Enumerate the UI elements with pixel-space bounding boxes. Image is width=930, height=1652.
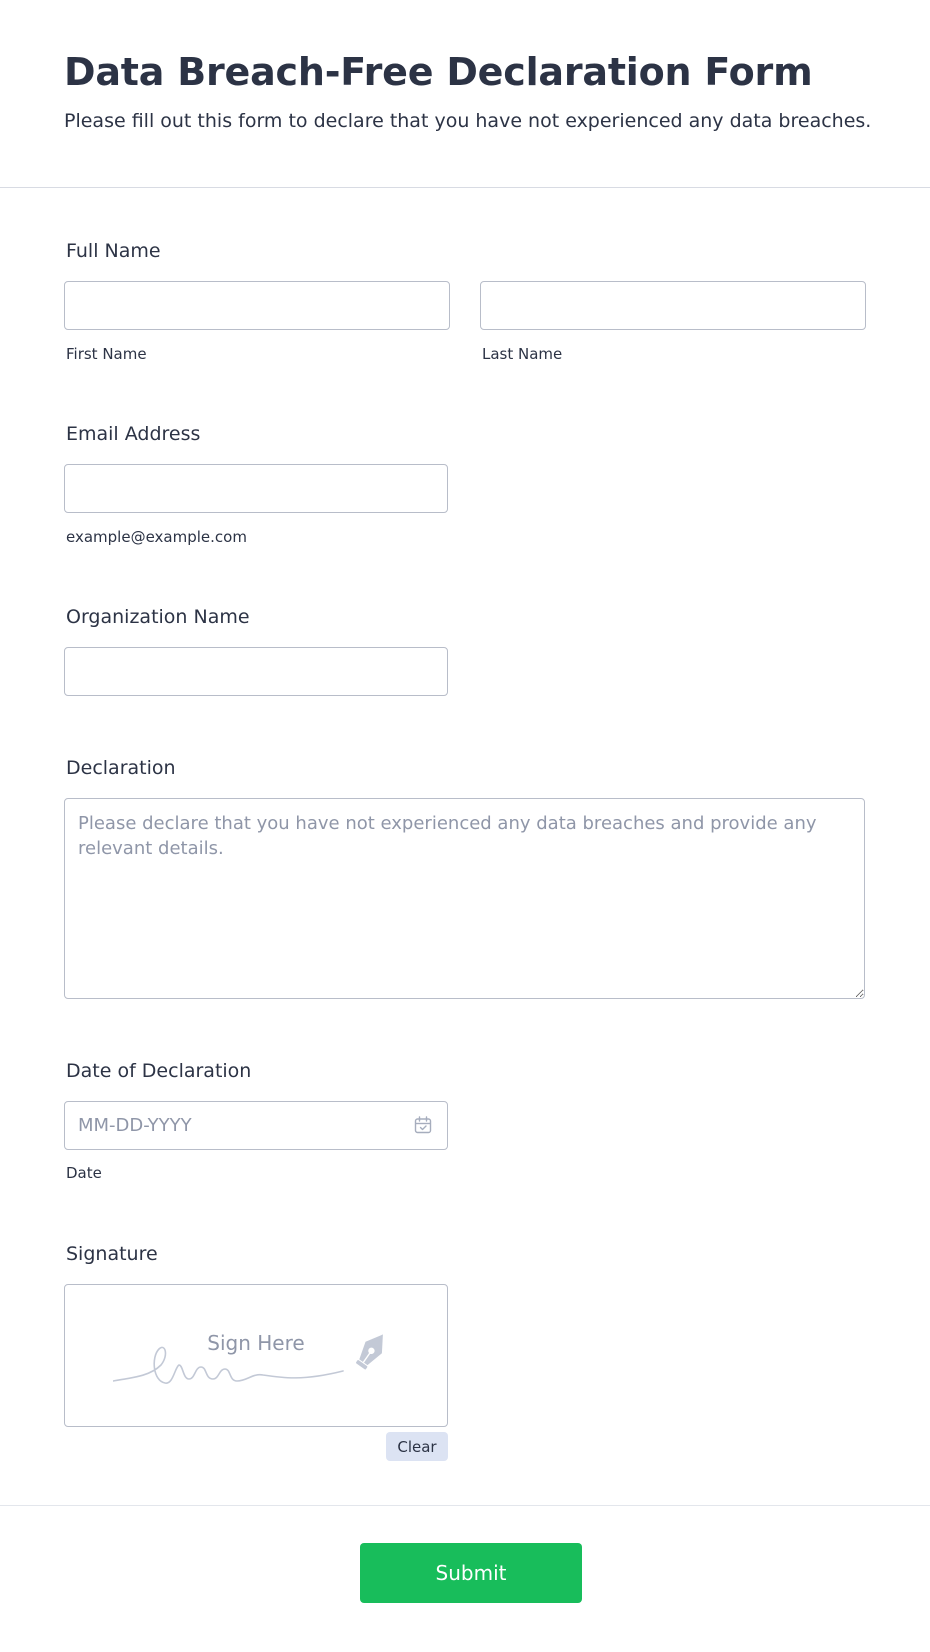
footer-divider [0,1505,930,1506]
signature-label: Signature [66,1243,158,1265]
organization-label: Organization Name [66,606,250,628]
full-name-label: Full Name [66,240,161,262]
declaration-label: Declaration [66,757,176,779]
form-subtitle: Please fill out this form to declare that you have not experienced any data breaches. [64,110,872,132]
email-sublabel: example@example.com [66,528,247,546]
first-name-input[interactable] [64,281,450,330]
form-header [0,0,930,188]
last-name-sublabel: Last Name [482,345,563,363]
sign-here-text: Sign Here [207,1331,305,1355]
email-label: Email Address [66,423,201,445]
date-input[interactable] [64,1101,448,1150]
date-label: Date of Declaration [66,1060,252,1082]
date-sublabel: Date [66,1164,102,1182]
email-input[interactable] [64,464,448,513]
declaration-textarea[interactable] [64,798,865,999]
organization-input[interactable] [64,647,448,696]
last-name-input[interactable] [480,281,866,330]
first-name-sublabel: First Name [66,345,147,363]
submit-button[interactable]: Submit [360,1543,582,1603]
calendar-icon[interactable] [413,1115,433,1135]
clear-signature-button[interactable]: Clear [386,1432,448,1461]
form-title: Data Breach-Free Declaration Form [64,50,813,94]
signature-pad[interactable] [64,1284,448,1427]
